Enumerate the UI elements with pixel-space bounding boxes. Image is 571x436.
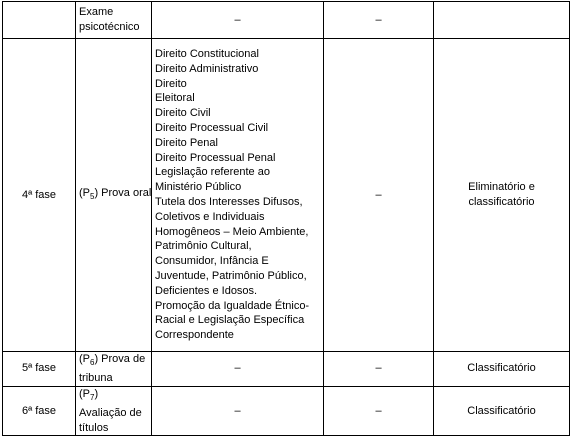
exam-subscript: 5 — [90, 191, 95, 201]
subject-line: Juventude, Patrimônio Público, — [155, 269, 307, 282]
exam-phases-table — [2, 1, 570, 436]
phase-cell — [3, 352, 76, 387]
subjects-cell — [152, 39, 324, 352]
value-dash: – — [375, 188, 382, 201]
subject-line: Eleitoral — [155, 92, 195, 105]
subjects-cell — [152, 352, 324, 387]
value-cell — [324, 2, 434, 39]
exam-subscript: 7 — [90, 392, 95, 402]
subject-line: Correspondente — [155, 329, 234, 342]
subject-line: Ministério Público — [155, 181, 242, 194]
subject-line: Legislação referente ao — [155, 166, 270, 179]
phase-label: 4ª fase — [21, 188, 57, 201]
phase-label: 5ª fase — [21, 362, 57, 375]
value-cell — [324, 352, 434, 387]
phase-cell — [3, 2, 76, 39]
exam-cell — [76, 352, 152, 387]
character-cell — [434, 2, 570, 39]
subject-line: Consumidor, Infância E — [155, 255, 269, 268]
exam-subscript: 6 — [90, 358, 95, 368]
exam-prefix: (P — [79, 186, 90, 199]
subject-line: Promoção da Igualdade Étnico- — [155, 299, 310, 312]
subjects-dash: – — [234, 362, 241, 375]
subject-line: Coletivos e Individuais — [155, 210, 265, 223]
subjects-dash: – — [234, 13, 241, 26]
value-cell — [324, 39, 434, 352]
phase-cell — [3, 386, 76, 436]
value-dash: – — [375, 404, 382, 417]
character-label: Eliminatório e classificatório — [468, 181, 535, 208]
character-cell — [434, 39, 570, 352]
subject-line: Homogêneos – Meio Ambiente, — [155, 225, 309, 238]
exam-name: Exame psicotécnico — [79, 6, 140, 33]
value-cell — [324, 386, 434, 436]
character-cell — [434, 386, 570, 436]
exam-prefix: (P — [79, 387, 90, 400]
exam-name: ) Prova de tribuna — [79, 353, 146, 384]
subjects-cell — [152, 2, 324, 39]
exam-cell — [76, 39, 152, 352]
subjects-dash: – — [234, 404, 241, 417]
subjects-cell — [152, 386, 324, 436]
phase-cell — [3, 39, 76, 352]
character-label: Classificatório — [467, 404, 536, 417]
subject-line: Direito Penal — [155, 136, 218, 149]
subject-line: Direito Constitucional — [155, 48, 259, 61]
character-label: Classificatório — [467, 362, 536, 375]
table-row — [3, 39, 570, 352]
subject-line: Direito — [155, 77, 187, 90]
table-row — [3, 352, 570, 387]
subject-line: Racial e Legislação Específica — [155, 314, 305, 327]
subject-line: Deficientes e Idosos. — [155, 284, 258, 297]
character-cell — [434, 352, 570, 387]
subject-line: Direito Administrativo — [155, 62, 259, 75]
value-dash: – — [375, 362, 382, 375]
exam-name: ) Avaliação de títulos — [79, 387, 142, 434]
phase-label: 6ª fase — [21, 404, 57, 417]
exam-cell — [76, 2, 152, 39]
exam-cell — [76, 386, 152, 436]
table-row — [3, 386, 570, 436]
subject-line: Direito Processual Civil — [155, 122, 269, 135]
subject-line: Direito Civil — [155, 107, 211, 120]
subject-line: Tutela dos Interesses Difusos, — [155, 196, 303, 208]
subject-line: Patrimônio Cultural, — [155, 240, 252, 253]
table-row — [3, 2, 570, 39]
exam-name: ) Prova oral — [94, 186, 152, 199]
subject-line: Direito Processual Penal — [155, 151, 276, 164]
exam-prefix: (P — [79, 353, 90, 365]
value-dash: – — [375, 13, 382, 26]
